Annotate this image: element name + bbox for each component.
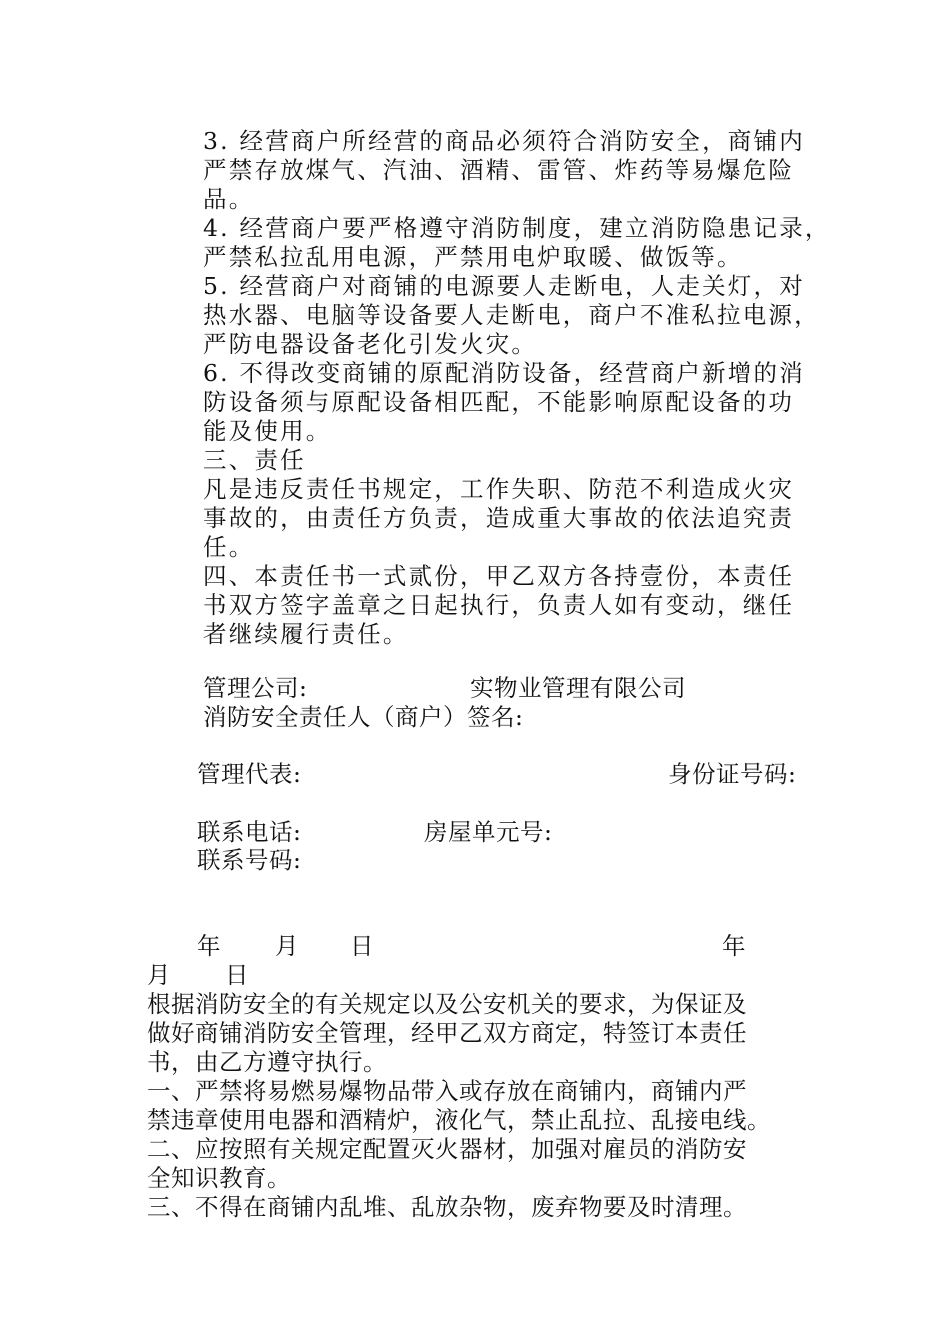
unit-number-label: 房屋单元号: (424, 818, 553, 846)
item3-line1: 3. 经营商户所经营的商品必须符合消防安全，商铺内 (203, 127, 805, 155)
fire-safety-person-label: 消防安全责任人（商户）签名: (203, 703, 524, 731)
clause4-line3: 者继续履行责任。 (203, 620, 409, 648)
item5-line2: 热水器、电脑等设备要人走断电，商户不准私拉电源， (203, 301, 820, 329)
item5-line1: 5. 经营商户对商铺的电源要人走断电，人走关灯，对 (203, 272, 805, 300)
mgmt-rep-label: 管理代表: (197, 760, 302, 788)
contact-number-label: 联系号码: (197, 846, 302, 874)
item3-line3: 品。 (203, 185, 255, 213)
clause2-line2: 全知识教育。 (147, 1164, 291, 1192)
item3-line2: 严禁存放煤气、汽油、酒精、雷管、炸药等易爆危险 (203, 156, 795, 184)
mgmt-company-label: 管理公司: (203, 674, 308, 702)
clause2-line1: 二、应按照有关规定配置灭火器材，加强对雇员的消防安 (147, 1135, 747, 1163)
clause1-line2: 禁违章使用电器和酒精炉，液化气，禁止乱拉、乱接电线。 (147, 1106, 771, 1134)
intro-line2: 做好商铺消防安全管理，经甲乙双方商定，特签订本责任 (147, 1019, 747, 1047)
item4-line1: 4. 经营商户要严格遵守消防制度，建立消防隐患记录， (203, 214, 831, 242)
id-number-label: 身份证号码: (668, 760, 797, 788)
right-date-day: 日 (225, 961, 249, 989)
right-date-year: 年 (722, 932, 746, 960)
left-date-year: 年 (197, 932, 221, 960)
clause4-line2: 书双方签字盖章之日起执行，负责人如有变动，继任 (203, 591, 795, 619)
left-date-day: 日 (350, 932, 374, 960)
item5-line3: 严防电器设备老化引发火灾。 (203, 330, 538, 358)
resp-line2: 事故的，由责任方负责，造成重大事故的依法追究责 (203, 504, 795, 532)
item6-line3: 能及使用。 (203, 417, 332, 445)
resp-line1: 凡是违反责任书规定，工作失职、防范不利造成火灾 (203, 475, 795, 503)
mgmt-company-value: 实物业管理有限公司 (470, 674, 686, 702)
clause4-line1: 四、本责任书一式贰份，甲乙双方各持壹份，本责任 (203, 562, 795, 590)
clause1-line1: 一、严禁将易燃易爆物品带入或存放在商铺内，商铺内严 (147, 1077, 747, 1105)
item6-line1: 6. 不得改变商铺的原配消防设备，经营商户新增的消 (203, 359, 805, 387)
resp-line3: 任。 (203, 533, 255, 561)
intro-line1: 根据消防安全的有关规定以及公安机关的要求，为保证及 (147, 990, 747, 1018)
left-date-month: 月 (275, 932, 299, 960)
item6-line2: 防设备须与原配设备相匹配，不能影响原配设备的功 (203, 388, 795, 416)
intro-line3: 书，由乙方遵守执行。 (147, 1048, 387, 1076)
right-date-month: 月 (147, 961, 171, 989)
clause3-line1: 三、不得在商铺内乱堆、乱放杂物，废弃物要及时清理。 (147, 1193, 747, 1221)
item4-line2: 严禁私拉乱用电源，严禁用电炉取暖、做饭等。 (203, 243, 743, 271)
phone-label: 联系电话: (197, 818, 302, 846)
heading-responsibility: 三、责任 (203, 446, 306, 474)
